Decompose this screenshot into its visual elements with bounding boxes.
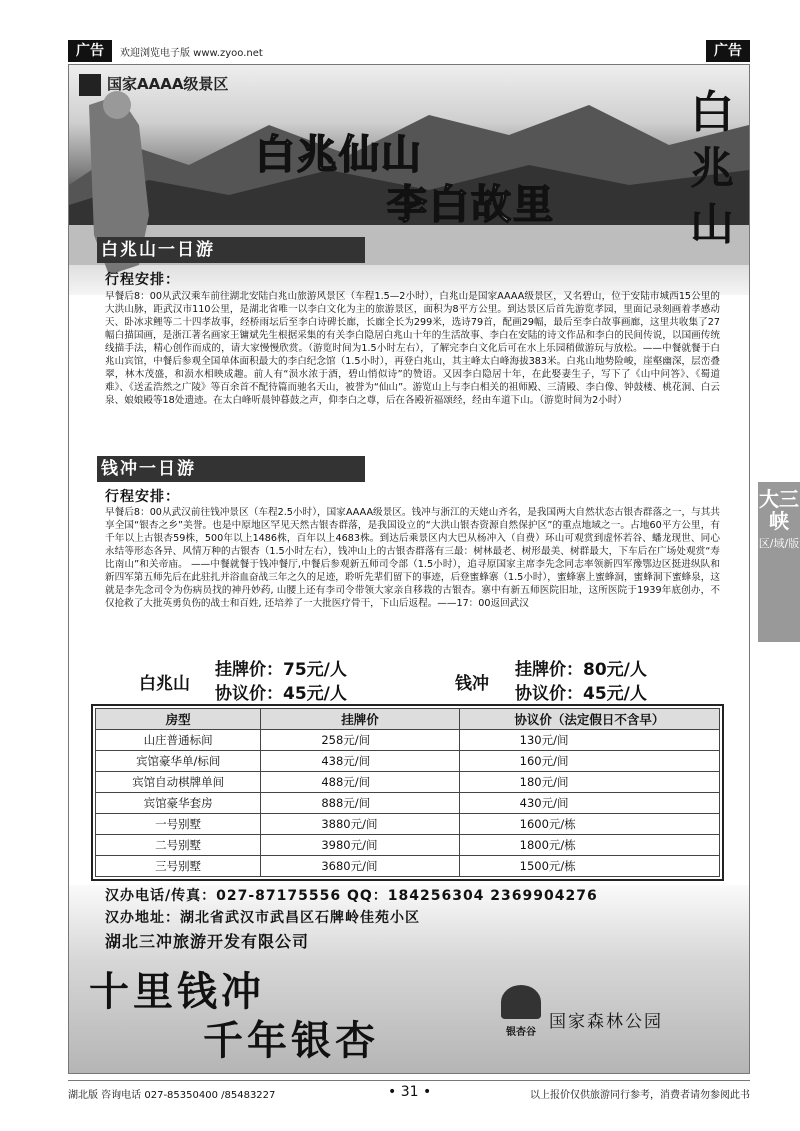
- section1-itinerary-label: 行程安排：: [105, 272, 180, 288]
- ginkgo-logo: [493, 985, 549, 1045]
- side-tab-title: 大三峡: [759, 487, 799, 533]
- list-price: 3880元/间: [261, 814, 459, 835]
- slogan-line2: 千年银杏: [203, 1017, 379, 1064]
- room-type: 三号别墅: [96, 856, 261, 877]
- agreed-price: 130元/间: [459, 730, 719, 751]
- list-price: 3680元/间: [261, 856, 459, 877]
- table-row: [96, 835, 720, 856]
- hero-title-line2: 李白故里: [387, 181, 555, 228]
- contact-address: 汉办地址：湖北省武汉市武昌区石牌岭佳苑小区: [105, 910, 420, 926]
- agreed-price: 1800元/栋: [459, 835, 719, 856]
- room-table: [95, 708, 720, 877]
- top-bar: [68, 40, 750, 62]
- list-price: 488元/间: [261, 772, 459, 793]
- agreed-price: 160元/间: [459, 751, 719, 772]
- footer-divider: [68, 1080, 750, 1081]
- table-row: [96, 793, 720, 814]
- aaaa-label: 国家AAAA级景区: [107, 75, 229, 93]
- list-price: 258元/间: [261, 730, 459, 751]
- section2-bar: 钱冲一日游: [97, 456, 365, 482]
- price-qc-agreed: 协议价：45元/人: [515, 684, 647, 704]
- header-agreed-price: 协议价（法定假日不含早）: [459, 709, 719, 730]
- list-price: 438元/间: [261, 751, 459, 772]
- ad-tag-right: 广告: [706, 40, 750, 62]
- table-row: [96, 772, 720, 793]
- header-list-price: 挂牌价: [261, 709, 459, 730]
- room-type: 宾馆自动棋牌单间: [96, 772, 261, 793]
- table-row: [96, 856, 720, 877]
- agreed-price: 1600元/栋: [459, 814, 719, 835]
- footer-left: 湖北版 咨询电话 027-85350400 /85483227: [68, 1090, 276, 1101]
- room-table-header: [96, 709, 720, 730]
- table-row: [96, 751, 720, 772]
- agreed-price: 430元/间: [459, 793, 719, 814]
- section2-itinerary-label: 行程安排：: [105, 489, 180, 505]
- price-bzs-agreed: 协议价：45元/人: [215, 684, 347, 704]
- room-type: 宾馆豪华单/标间: [96, 751, 261, 772]
- agreed-price: 1500元/栋: [459, 856, 719, 877]
- price-qc-list: 挂牌价：80元/人: [515, 660, 647, 680]
- list-price: 888元/间: [261, 793, 459, 814]
- price-bzs-name: 白兆山: [139, 674, 190, 694]
- slogan-line1: 十里钱冲: [89, 968, 265, 1015]
- vertical-title: 白兆山: [690, 87, 734, 250]
- section1-bar: 白兆山一日游: [97, 237, 365, 263]
- company-name: 湖北三冲旅游开发有限公司: [105, 932, 310, 951]
- hero-title-line1: 白兆仙山: [255, 131, 423, 178]
- contact-phone: 汉办电话/传真：027-87175556 QQ：184256304 2369904276: [105, 888, 598, 904]
- agreed-price: 180元/间: [459, 772, 719, 793]
- site-text: 欢迎浏览电子版 www.zyoo.net: [120, 48, 263, 59]
- list-price: 3980元/间: [261, 835, 459, 856]
- room-type: 二号别墅: [96, 835, 261, 856]
- section2-text: 早餐后8：00从武汉前往钱冲景区（车程2.5小时），国家AAAA级景区。钱冲与浙江的天姥山齐名，是我国两大自然状态古银杏群落之一，与其共享全国“银杏之乡”美誉。也是中原地区罕见天然古银杏群落，是我国设立的“大洪山银杏资源自然保护区”的重点地域之一。占地60平方公里，有千年以上古银杏59株，500年以上1486株，百年以上4683株。到达后乘景区内大巴从杨冲入（自费）环山可观赏到虚怀若谷、蟠龙现世、同心永结等形态各异、风情万种的古银杏（1.5小时左右），钱冲山上的古银杏群落有三最：树林最老、树形最美、树群最大，下车后在广场处观赏“寿比南山”和关帝庙。 ——中餐就餐于钱冲餐厅,中餐后参观新五师司令部（1.5小时），追寻原国家主席李先念同志率领新四军豫鄂边区挺进纵队和新四军第五师先后在此驻扎并浴血奋战三年之久的足迹，聆听先辈们留下的事迹，后登蜜蜂寨（1.5小时），蜜蜂寨上蜜蜂洞，蜜蜂洞下蜜蜂泉，这就是李先念司令为伤病员找的神丹妙药, 山腰上还有李司令带领大家亲自移栽的古银杏。寨中有新五师医院旧址，这所医院于1939年底创办，不仅抢救了大批英勇负伤的战士和百姓, 还培养了一大批医疗骨干，下山后返程。——17：00返回武汉: [105, 507, 720, 609]
- table-row: [96, 730, 720, 751]
- price-bzs-list: 挂牌价：75元/人: [215, 660, 347, 680]
- scenic-logo-icon: [79, 74, 101, 96]
- forest-park-label: 国家森林公园: [549, 1012, 663, 1032]
- price-qc-name: 钱冲: [455, 674, 489, 694]
- header-room-type: 房型: [96, 709, 261, 730]
- side-region-tab: [758, 482, 800, 642]
- ad-frame: [68, 64, 750, 1074]
- room-type: 山庄普通标间: [96, 730, 261, 751]
- footer-right: 以上报价仅供旅游同行参考，消费者请勿参阅此书: [530, 1090, 750, 1101]
- table-row: [96, 814, 720, 835]
- ginkgo-logo-text: 银杏谷: [506, 1027, 536, 1038]
- section1-text: 早餐后8：00从武汉乘车前往湖北安陆白兆山旅游风景区（车程1.5—2小时），白兆山是国家AAAA级景区，又名碧山，位于安陆市城西15公里的大洪山脉，距武汉市110公里，是湖北省唯一以李白文化为主的旅游景区，面积为8平方公里。到达景区后首先游览孝园，里面记录刻画着孝感动天、卧冰求鲤等二十四孝故事，经桥雨坛后至李白诗碑长廊，长廊全长为299米，选诗79首，配画29幅，最后至李白故事画廊，这里共收集了27幅白描国画，是浙江著名画家王镛斌先生根据采集的有关李白隐居白兆山十年的生活故事、李白在安陆的诗文作品和李白的民间传说，以国画传统线描手法，精心创作而成的，请大家慢慢欣赏。（游览时间为1.5小时左右），了解完李白文化后可在水上乐园稍做游玩与放松。——中餐就餐于白兆山宾馆，中餐后参观全国单体面积最大的李白纪念馆（1.5小时），再登白兆山，其主峰太白峰海拔383米。白兆山地势险峻，崖壑幽深，层峦叠翠，林木茂盛，和涢水相映成趣。前人有“涢水浓于酒，碧山悄似诗”的赞语。又因李白隐居十年，在此娶妻生子，写下了《山中问答》、《蜀道难》、《送孟浩然之广陵》等百余首不配待篇而驰名天山，被誉为“仙山”。游览山上与李白相关的祖师殿、三清殿、李白像、钟鼓楼、桃花洞、白云泉、娘娘殿等18处遗迹。在太白峰听晨钟暮鼓之声，仰李白之尊，后在各殿祈福颂经，经由车道下山。（游览时间为2小时）: [105, 291, 720, 406]
- room-type: 宾馆豪华套房: [96, 793, 261, 814]
- room-type: 一号别墅: [96, 814, 261, 835]
- ginkgo-leaf-icon: [501, 985, 541, 1019]
- aaaa-badge: [79, 73, 228, 96]
- side-tab-subtitle: 区/域/版: [758, 537, 800, 550]
- page-number: • 31 •: [388, 1084, 432, 1100]
- ad-tag-left: 广告: [68, 40, 112, 62]
